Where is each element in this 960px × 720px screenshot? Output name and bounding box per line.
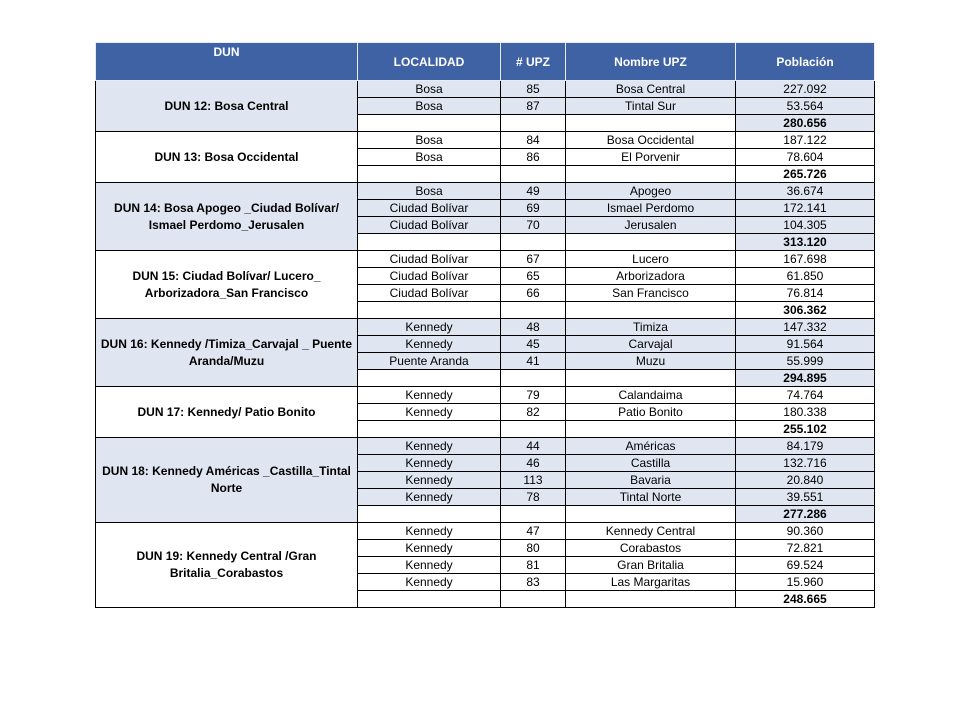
nombre-cell: Patio Bonito [566, 404, 736, 421]
nombre-cell: Tintal Sur [566, 98, 736, 115]
poblacion-cell: 61.850 [736, 268, 875, 285]
upz-cell: 79 [501, 387, 566, 404]
header-localidad: LOCALIDAD [358, 43, 501, 81]
empty-cell [501, 370, 566, 387]
poblacion-cell: 76.814 [736, 285, 875, 302]
table-body [96, 81, 875, 608]
table-row [96, 523, 875, 540]
poblacion-cell: 91.564 [736, 336, 875, 353]
localidad-cell: Bosa [358, 98, 501, 115]
nombre-cell: Las Margaritas [566, 574, 736, 591]
dun-name-cell: DUN 16: Kennedy /Timiza_Carvajal _ Puente Aranda/Muzu [96, 319, 358, 387]
poblacion-cell: 20.840 [736, 472, 875, 489]
total-poblacion-cell: 248.665 [736, 591, 875, 608]
poblacion-cell: 78.604 [736, 149, 875, 166]
poblacion-cell: 227.092 [736, 81, 875, 98]
nombre-cell: Corabastos [566, 540, 736, 557]
localidad-cell: Kennedy [358, 540, 501, 557]
upz-cell: 70 [501, 217, 566, 234]
poblacion-cell: 55.999 [736, 353, 875, 370]
nombre-cell: Muzu [566, 353, 736, 370]
localidad-cell: Kennedy [358, 404, 501, 421]
empty-cell [358, 506, 501, 523]
poblacion-cell: 39.551 [736, 489, 875, 506]
poblacion-cell: 187.122 [736, 132, 875, 149]
empty-cell [358, 591, 501, 608]
upz-cell: 66 [501, 285, 566, 302]
empty-cell [566, 115, 736, 132]
nombre-cell: Gran Britalia [566, 557, 736, 574]
empty-cell [358, 421, 501, 438]
total-poblacion-cell: 294.895 [736, 370, 875, 387]
empty-cell [566, 506, 736, 523]
nombre-cell: Castilla [566, 455, 736, 472]
nombre-cell: Arborizadora [566, 268, 736, 285]
localidad-cell: Bosa [358, 132, 501, 149]
upz-cell: 48 [501, 319, 566, 336]
total-poblacion-cell: 280.656 [736, 115, 875, 132]
localidad-cell: Kennedy [358, 455, 501, 472]
table-row [96, 183, 875, 200]
localidad-cell: Bosa [358, 81, 501, 98]
table-row [96, 387, 875, 404]
empty-cell [358, 166, 501, 183]
total-poblacion-cell: 255.102 [736, 421, 875, 438]
nombre-cell: San Francisco [566, 285, 736, 302]
nombre-cell: Carvajal [566, 336, 736, 353]
nombre-cell: Tintal Norte [566, 489, 736, 506]
poblacion-cell: 132.716 [736, 455, 875, 472]
empty-cell [566, 421, 736, 438]
dun-name-cell: DUN 19: Kennedy Central /Gran Britalia_Corabastos [96, 523, 358, 608]
dun-name-cell: DUN 12: Bosa Central [96, 81, 358, 132]
poblacion-cell: 167.698 [736, 251, 875, 268]
nombre-cell: Bosa Central [566, 81, 736, 98]
header-dun: DUN [96, 43, 358, 81]
nombre-cell: El Porvenir [566, 149, 736, 166]
poblacion-cell: 147.332 [736, 319, 875, 336]
localidad-cell: Bosa [358, 149, 501, 166]
total-poblacion-cell: 306.362 [736, 302, 875, 319]
empty-cell [566, 591, 736, 608]
dun-name-cell: DUN 15: Ciudad Bolívar/ Lucero_ Arborizadora_San Francisco [96, 251, 358, 319]
poblacion-cell: 84.179 [736, 438, 875, 455]
poblacion-cell: 172.141 [736, 200, 875, 217]
localidad-cell: Ciudad Bolívar [358, 200, 501, 217]
localidad-cell: Kennedy [358, 574, 501, 591]
upz-cell: 49 [501, 183, 566, 200]
upz-cell: 41 [501, 353, 566, 370]
poblacion-cell: 69.524 [736, 557, 875, 574]
nombre-cell: Lucero [566, 251, 736, 268]
poblacion-cell: 15.960 [736, 574, 875, 591]
localidad-cell: Kennedy [358, 319, 501, 336]
localidad-cell: Kennedy [358, 523, 501, 540]
empty-cell [358, 234, 501, 251]
empty-cell [566, 166, 736, 183]
upz-cell: 78 [501, 489, 566, 506]
nombre-cell: Américas [566, 438, 736, 455]
localidad-cell: Ciudad Bolívar [358, 268, 501, 285]
total-poblacion-cell: 313.120 [736, 234, 875, 251]
header-poblacion: Población [736, 43, 875, 81]
localidad-cell: Ciudad Bolívar [358, 251, 501, 268]
dun-name-cell: DUN 18: Kennedy Américas _Castilla_Tintal Norte [96, 438, 358, 523]
upz-cell: 83 [501, 574, 566, 591]
poblacion-cell: 74.764 [736, 387, 875, 404]
nombre-cell: Kennedy Central [566, 523, 736, 540]
localidad-cell: Bosa [358, 183, 501, 200]
header-nombre-upz: Nombre UPZ [566, 43, 736, 81]
empty-cell [358, 115, 501, 132]
poblacion-cell: 104.305 [736, 217, 875, 234]
localidad-cell: Ciudad Bolívar [358, 217, 501, 234]
population-table [95, 42, 875, 608]
empty-cell [501, 421, 566, 438]
empty-cell [566, 370, 736, 387]
nombre-cell: Jerusalen [566, 217, 736, 234]
upz-cell: 67 [501, 251, 566, 268]
localidad-cell: Kennedy [358, 557, 501, 574]
upz-cell: 69 [501, 200, 566, 217]
header-upz: # UPZ [501, 43, 566, 81]
dun-name-cell: DUN 17: Kennedy/ Patio Bonito [96, 387, 358, 438]
nombre-cell: Apogeo [566, 183, 736, 200]
localidad-cell: Kennedy [358, 472, 501, 489]
localidad-cell: Puente Aranda [358, 353, 501, 370]
empty-cell [358, 370, 501, 387]
table-row [96, 319, 875, 336]
upz-cell: 84 [501, 132, 566, 149]
poblacion-cell: 72.821 [736, 540, 875, 557]
empty-cell [501, 166, 566, 183]
empty-cell [501, 506, 566, 523]
empty-cell [501, 115, 566, 132]
upz-cell: 81 [501, 557, 566, 574]
upz-cell: 45 [501, 336, 566, 353]
total-poblacion-cell: 277.286 [736, 506, 875, 523]
nombre-cell: Bavaria [566, 472, 736, 489]
localidad-cell: Ciudad Bolívar [358, 285, 501, 302]
poblacion-cell: 53.564 [736, 98, 875, 115]
empty-cell [501, 591, 566, 608]
nombre-cell: Ismael Perdomo [566, 200, 736, 217]
empty-cell [501, 234, 566, 251]
empty-cell [501, 302, 566, 319]
localidad-cell: Kennedy [358, 489, 501, 506]
upz-cell: 86 [501, 149, 566, 166]
upz-cell: 65 [501, 268, 566, 285]
localidad-cell: Kennedy [358, 387, 501, 404]
table-row [96, 132, 875, 149]
upz-cell: 113 [501, 472, 566, 489]
upz-cell: 47 [501, 523, 566, 540]
upz-cell: 44 [501, 438, 566, 455]
nombre-cell: Bosa Occidental [566, 132, 736, 149]
table-row [96, 81, 875, 98]
upz-cell: 82 [501, 404, 566, 421]
header-row [96, 43, 875, 81]
upz-cell: 46 [501, 455, 566, 472]
table-row [96, 438, 875, 455]
table-row [96, 251, 875, 268]
poblacion-cell: 90.360 [736, 523, 875, 540]
empty-cell [358, 302, 501, 319]
empty-cell [566, 234, 736, 251]
upz-cell: 87 [501, 98, 566, 115]
localidad-cell: Kennedy [358, 336, 501, 353]
empty-cell [566, 302, 736, 319]
nombre-cell: Timiza [566, 319, 736, 336]
poblacion-cell: 36.674 [736, 183, 875, 200]
nombre-cell: Calandaima [566, 387, 736, 404]
upz-cell: 80 [501, 540, 566, 557]
dun-name-cell: DUN 13: Bosa Occidental [96, 132, 358, 183]
dun-name-cell: DUN 14: Bosa Apogeo _Ciudad Bolívar/ Ismael Perdomo_Jerusalen [96, 183, 358, 251]
poblacion-cell: 180.338 [736, 404, 875, 421]
total-poblacion-cell: 265.726 [736, 166, 875, 183]
upz-cell: 85 [501, 81, 566, 98]
localidad-cell: Kennedy [358, 438, 501, 455]
